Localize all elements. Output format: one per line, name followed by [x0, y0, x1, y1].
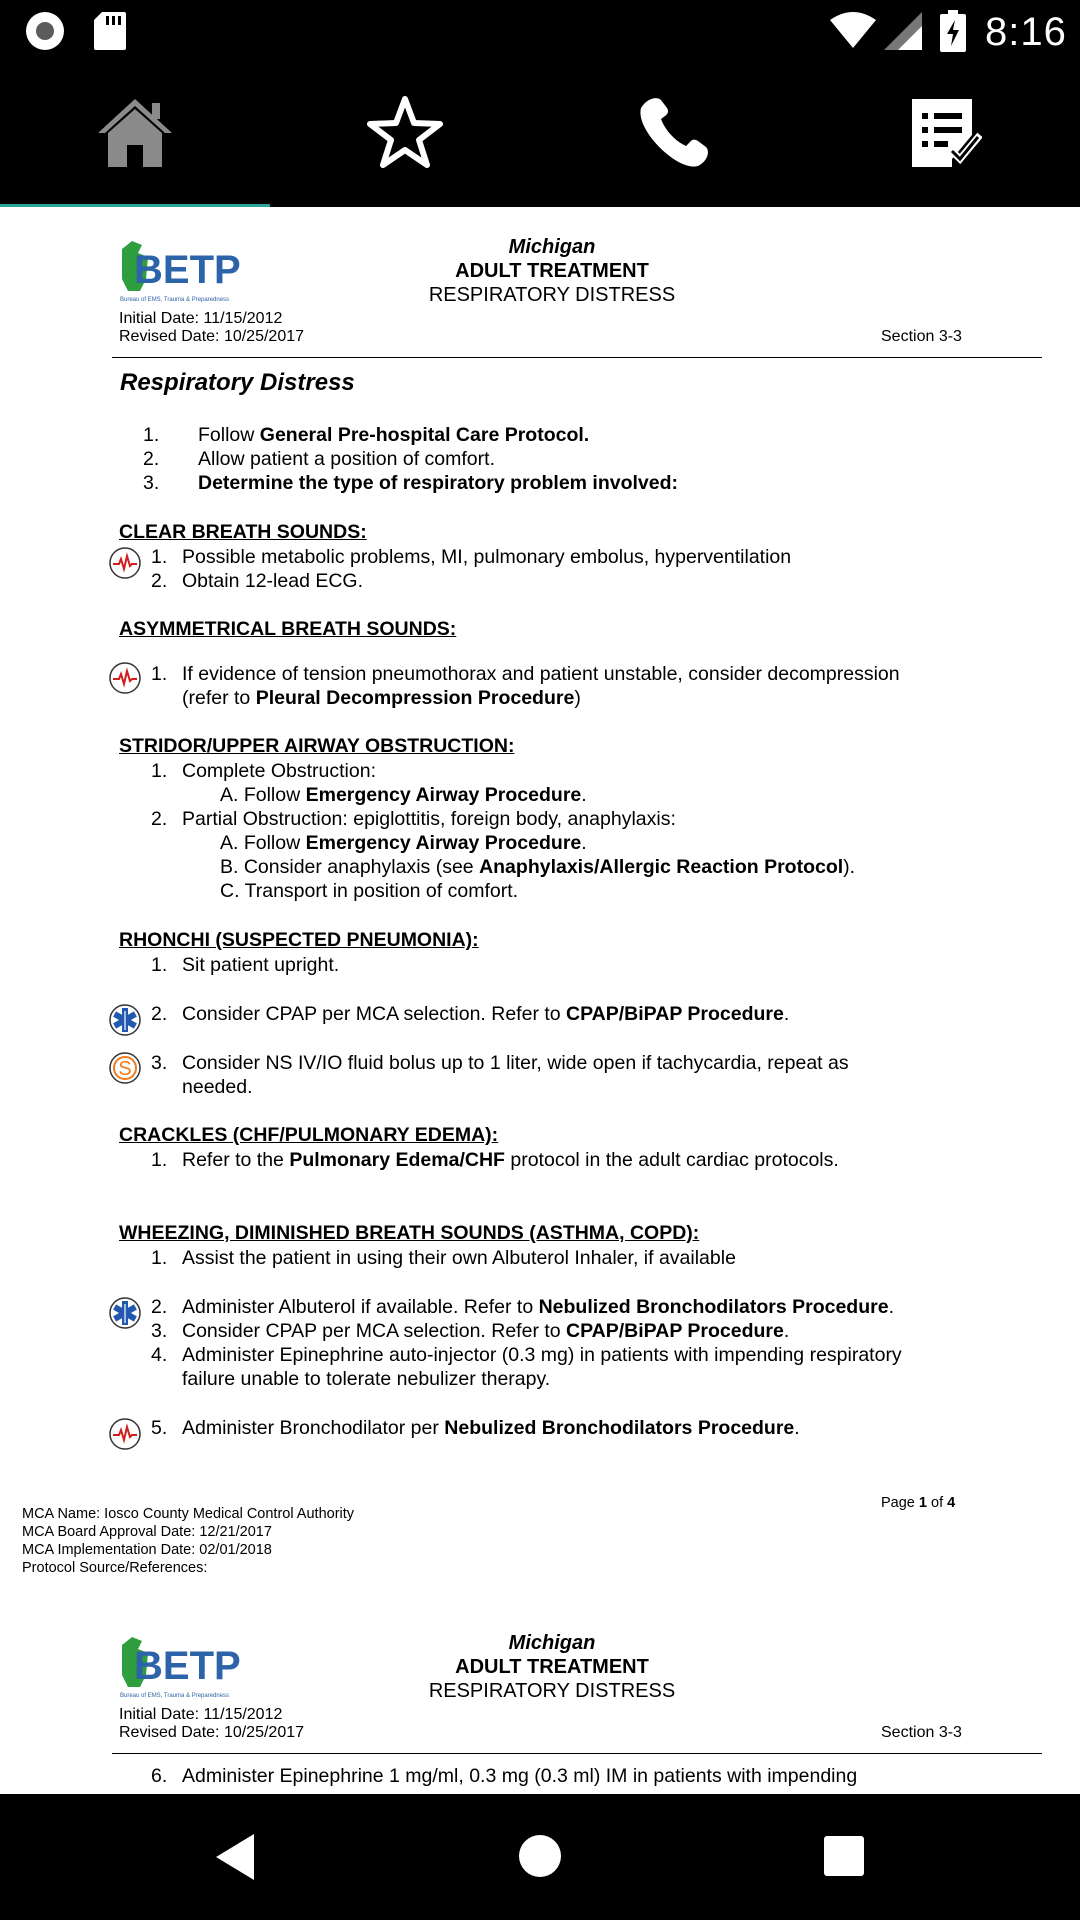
app-toolbar: [0, 62, 1080, 207]
back-button[interactable]: [214, 1832, 258, 1887]
protocol-source: Protocol Source/References:: [22, 1560, 208, 1576]
intro-item-3: Determine the type of respiratory problem involved:: [198, 472, 679, 494]
star-of-life-icon: [108, 1296, 138, 1326]
page-indicator: Page 1 of 4: [881, 1495, 956, 1511]
wheezing-item-2: Administer Albuterol if available. Refer to Nebulized Bronchodilators Procedure.: [182, 1296, 894, 1318]
call-button[interactable]: [540, 62, 810, 207]
header-divider: [112, 1753, 1042, 1754]
wheezing-item-1: Assist the patient in using their own Albuterol Inhaler, if available: [182, 1247, 736, 1269]
wheezing-2-number: 2.: [151, 1296, 168, 1318]
clock: 8:16: [985, 10, 1067, 54]
stridor-item-2c: C. Transport in position of comfort.: [220, 880, 519, 902]
intro-item-2: Allow patient a position of comfort.: [198, 448, 495, 470]
mca-name: MCA Name: Iosco County Medical Control Authority: [22, 1506, 355, 1522]
asym-item-1: If evidence of tension pneumothorax and patient unstable, consider decompression: [182, 663, 900, 685]
asym-item-1-continued: (refer to Pleural Decompression Procedure): [182, 687, 581, 709]
intro-1-number: 1.: [143, 424, 160, 446]
rhonchi-3-number: 3.: [151, 1052, 168, 1074]
logo-subtext: Bureau of EMS, Trauma & Preparedness: [120, 297, 230, 303]
wheezing-3-number: 3.: [151, 1320, 168, 1342]
sd-card-icon: [94, 12, 126, 55]
revised-date: Revised Date: 10/25/2017: [119, 328, 305, 345]
document-title: Respiratory Distress: [120, 369, 355, 396]
screen-record-icon: [26, 12, 64, 50]
rhonchi-1-number: 1.: [151, 954, 168, 976]
mca-board-approval-date: MCA Board Approval Date: 12/21/2017: [22, 1524, 272, 1540]
section-heading-asymmetrical: ASYMMETRICAL BREATH SOUNDS:: [119, 618, 457, 640]
rhonchi-item-3: Consider NS IV/IO fluid bolus up to 1 liter, wide open if tachycardia, repeat as: [182, 1052, 849, 1074]
header-state: Michigan: [508, 236, 596, 258]
star-icon: [367, 96, 443, 173]
crackles-1-number: 1.: [151, 1149, 168, 1171]
page2-6-number: 6.: [151, 1765, 168, 1787]
rhonchi-item-3-continued: needed.: [182, 1076, 253, 1098]
wheezing-5-number: 5.: [151, 1417, 168, 1439]
favorites-button[interactable]: [270, 62, 540, 207]
asym-1-number: 1.: [151, 663, 168, 685]
ecg-icon: [108, 546, 138, 576]
wheezing-1-number: 1.: [151, 1247, 168, 1269]
phone-icon: [637, 94, 713, 175]
recents-icon: [824, 1863, 864, 1880]
wheezing-item-4: Administer Epinephrine auto-injector (0.3 mg) in patients with impending respiratory: [182, 1344, 902, 1366]
system-nav-bar: [0, 1794, 1080, 1920]
betp-logo: [118, 1635, 246, 1704]
rhonchi-item-2: Consider CPAP per MCA selection. Refer to CPAP/BiPAP Procedure.: [182, 1003, 790, 1025]
section-heading-wheezing: WHEEZING, DIMINISHED BREATH SOUNDS (ASTHMA, COPD):: [119, 1222, 700, 1244]
intro-item-1: Follow General Pre-hospital Care Protocol.: [198, 424, 590, 446]
battery-charging-icon: [940, 10, 966, 57]
home-icon: [96, 97, 174, 172]
header-state: Michigan: [508, 1632, 596, 1654]
recents-button[interactable]: [824, 1836, 864, 1881]
stridor-2-number: 2.: [151, 808, 168, 830]
ecg-icon: [108, 1417, 138, 1447]
status-bar: [0, 0, 1080, 62]
betp-logo: [118, 239, 246, 308]
page2-item-6: Administer Epinephrine 1 mg/ml, 0.3 mg (0.3 ml) IM in patients with impending: [182, 1765, 858, 1787]
section-heading-crackles: CRACKLES (CHF/PULMONARY EDEMA):: [119, 1124, 499, 1146]
wheezing-item-5: Administer Bronchodilator per Nebulized Bronchodilators Procedure.: [182, 1417, 800, 1439]
header-topic: RESPIRATORY DISTRESS: [428, 284, 676, 306]
clear-item-2: Obtain 12-lead ECG.: [182, 570, 364, 592]
section-number: Section 3-3: [881, 328, 962, 345]
header-topic: RESPIRATORY DISTRESS: [428, 1680, 676, 1702]
star-of-life-icon: [108, 1003, 138, 1033]
checklist-button[interactable]: [810, 62, 1080, 207]
stridor-item-2: Partial Obstruction: epiglottitis, foreign body, anaphylaxis:: [182, 808, 676, 830]
stridor-1-number: 1.: [151, 760, 168, 782]
initial-date: Initial Date: 11/15/2012: [119, 310, 283, 327]
intro-3-number: 3.: [143, 472, 160, 494]
initial-date: Initial Date: 11/15/2012: [119, 1706, 283, 1723]
rhonchi-item-1: Sit patient upright.: [182, 954, 340, 976]
stridor-item-1a: A. Follow Emergency Airway Procedure.: [220, 784, 587, 806]
section-number: Section 3-3: [881, 1724, 962, 1741]
logo-subtext: Bureau of EMS, Trauma & Preparedness: [120, 1693, 230, 1699]
stridor-item-2b: B. Consider anaphylaxis (see Anaphylaxis/Allergic Reaction Protocol).: [220, 856, 856, 878]
protocol-document[interactable]: [0, 207, 1080, 1794]
clear-2-number: 2.: [151, 570, 168, 592]
header-category: ADULT TREATMENT: [455, 260, 649, 282]
wifi-icon: [830, 12, 876, 53]
signal-icon: [884, 12, 922, 55]
home-button[interactable]: [0, 62, 270, 207]
crackles-item-1: Refer to the Pulmonary Edema/CHF protocol in the adult cardiac protocols.: [182, 1149, 839, 1171]
stridor-item-1: Complete Obstruction:: [182, 760, 377, 782]
section-heading-clear: CLEAR BREATH SOUNDS:: [119, 521, 367, 543]
header-category: ADULT TREATMENT: [455, 1656, 649, 1678]
wheezing-item-3: Consider CPAP per MCA selection. Refer to CPAP/BiPAP Procedure.: [182, 1320, 790, 1342]
header-divider: [112, 357, 1042, 358]
logo-text: BETP: [134, 1644, 241, 1688]
section-heading-stridor: STRIDOR/UPPER AIRWAY OBSTRUCTION:: [119, 735, 515, 757]
stridor-item-2a: A. Follow Emergency Airway Procedure.: [220, 832, 587, 854]
clear-item-1: Possible metabolic problems, MI, pulmonary embolus, hyperventilation: [182, 546, 792, 568]
wheezing-item-4-continued: failure unable to tolerate nebulizer therapy.: [182, 1368, 551, 1390]
ecg-icon: [108, 661, 138, 691]
back-icon: [214, 1869, 258, 1886]
home-circle-icon: [518, 1865, 562, 1882]
specialist-s-icon: [108, 1051, 138, 1081]
rhonchi-2-number: 2.: [151, 1003, 168, 1025]
wheezing-4-number: 4.: [151, 1344, 168, 1366]
section-heading-rhonchi: RHONCHI (SUSPECTED PNEUMONIA):: [119, 929, 479, 951]
intro-2-number: 2.: [143, 448, 160, 470]
revised-date: Revised Date: 10/25/2017: [119, 1724, 305, 1741]
logo-text: BETP: [134, 248, 241, 292]
checklist-icon: [908, 95, 982, 174]
svg-text:S: S: [118, 1058, 132, 1080]
home-nav-button[interactable]: [518, 1834, 562, 1883]
clear-1-number: 1.: [151, 546, 168, 568]
mca-implementation-date: MCA Implementation Date: 02/01/2018: [22, 1542, 272, 1558]
